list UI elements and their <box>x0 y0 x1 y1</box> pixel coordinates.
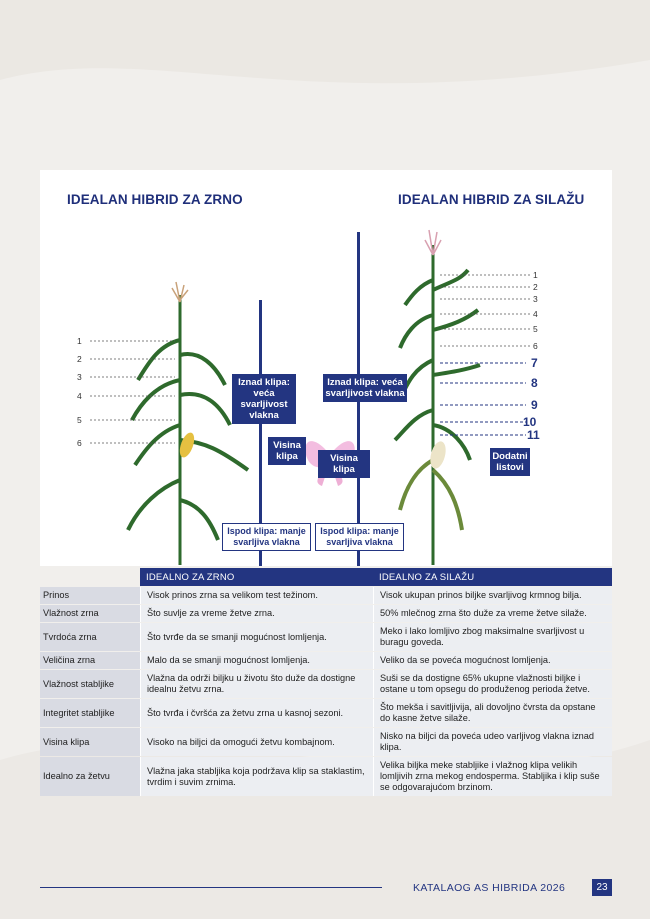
table-row <box>40 699 612 727</box>
left-tick-lines <box>90 341 175 443</box>
cell-zrno: Što tvrđa i čvršća za žetvu zrna u kasnoj sezoni. <box>140 699 373 727</box>
right-tick-1: 1 <box>533 270 538 280</box>
cell-zrno: Visoko na biljci da omogući žetvu kombajnom. <box>140 728 373 756</box>
footer-catalog-title: KATALAOG AS HIBRIDA 2026 <box>413 882 566 894</box>
right-tick-lines-big <box>440 363 526 435</box>
table-row <box>40 757 612 796</box>
right-tick-lines <box>440 275 530 346</box>
column-header-silaza: IDEALNO ZA SILAŽU <box>373 568 612 586</box>
table-row <box>40 728 612 756</box>
right-tick-4: 4 <box>533 309 538 319</box>
cell-silaza: Veliko da se poveća mogućnost lomljenja. <box>373 652 612 669</box>
label-ispod-klipa-right: Ispod klipa: manje svarljiva vlakna <box>315 523 404 551</box>
cell-silaza: 50% mlečnog zrna što duže za vreme žetve silaže. <box>373 605 612 622</box>
cell-zrno: Vlažna jaka stabljika koja podržava klip sa staklastim, tvrdim i suvim zrnima. <box>140 757 373 796</box>
cell-silaza: Nisko na biljci da poveća udeo varljivog vlakna iznad klipa. <box>373 728 612 756</box>
label-iznad-klipa-left: Iznad klipa: veća svarljivost vlakna <box>232 374 296 424</box>
right-tick-7: 7 <box>531 356 538 370</box>
left-tick-2: 2 <box>77 354 82 364</box>
table-row <box>40 670 612 698</box>
row-label: Veličina zrna <box>40 652 140 669</box>
cell-zrno: Malo da se smanji mogućnost lomljenja. <box>140 652 373 669</box>
row-label: Integritet stabljike <box>40 699 140 727</box>
label-visina-klipa-left: Visina klipa <box>268 437 306 465</box>
heading-grain-hybrid: IDEALAN HIBRID ZA ZRNO <box>67 192 243 207</box>
heading-silage-hybrid: IDEALAN HIBRID ZA SILAŽU <box>398 192 585 207</box>
row-label: Idealno za žetvu <box>40 757 140 796</box>
left-tick-6: 6 <box>77 438 82 448</box>
cell-silaza: Visok ukupan prinos biljke svarljivog krmnog bilja. <box>373 587 612 604</box>
left-tick-1: 1 <box>77 336 82 346</box>
row-label: Tvrdoća zrna <box>40 623 140 651</box>
right-tick-9: 9 <box>531 398 538 412</box>
left-tick-3: 3 <box>77 372 82 382</box>
right-tick-2: 2 <box>533 282 538 292</box>
right-tick-8: 8 <box>531 376 538 390</box>
cell-zrno: Vlažna da održi biljku u životu što duže da dostigne idealnu žetvu zrna. <box>140 670 373 698</box>
right-tick-11: 11 <box>527 428 540 442</box>
cell-silaza: Meko i lako lomljivo zbog maksimalne svarljivost u buragu goveda. <box>373 623 612 651</box>
cell-silaza: Velika biljka meke stabljike i vlažnog klipa velikih lomljivih zrna mekog endosperma. Stabljika i klip suše se odgovarajućom brzinom. <box>373 757 612 796</box>
right-tick-6: 6 <box>533 341 538 351</box>
right-tick-3: 3 <box>533 294 538 304</box>
footer-divider <box>40 887 382 888</box>
left-tick-5: 5 <box>77 415 82 425</box>
row-label: Visina klipa <box>40 728 140 756</box>
right-tick-10: 10 <box>523 415 537 429</box>
cell-zrno: Visok prinos zrna sa velikom test težinom. <box>140 587 373 604</box>
table-header-blank <box>40 568 140 586</box>
corn-plants-illustration <box>40 170 612 566</box>
table-row <box>40 605 612 622</box>
label-iznad-klipa-right: Iznad klipa: veća svarljivost vlakna <box>323 374 407 402</box>
table-row <box>40 652 612 669</box>
right-corn-plant <box>395 230 480 565</box>
table-row <box>40 623 612 651</box>
row-label: Vlažnost zrna <box>40 605 140 622</box>
cell-silaza: Što mekša i savitljivija, ali dovoljno čvrsta da opstane do kasne žetve silaže. <box>373 699 612 727</box>
table-header-row <box>40 568 612 586</box>
row-label: Vlažnost stabljike <box>40 670 140 698</box>
cell-zrno: Što tvrđe da se smanji mogućnost lomljenja. <box>140 623 373 651</box>
table-row <box>40 587 612 604</box>
column-header-zrno: IDEALNO ZA ZRNO <box>140 568 373 586</box>
right-tick-5: 5 <box>533 324 538 334</box>
label-visina-klipa-right: Visina klipa <box>318 450 370 478</box>
comparison-table <box>40 567 612 797</box>
left-tick-4: 4 <box>77 391 82 401</box>
cell-zrno: Što suvlje za vreme žetve zrna. <box>140 605 373 622</box>
row-label: Prinos <box>40 587 140 604</box>
label-dodatni-listovi: Dodatni listovi <box>490 448 530 476</box>
page-number: 23 <box>592 879 612 896</box>
cell-silaza: Suši se da dostigne 65% ukupne vlažnosti biljke i ostane u tom opsegu do produženog perioda žetve. <box>373 670 612 698</box>
label-ispod-klipa-left: Ispod klipa: manje svarljiva vlakna <box>222 523 311 551</box>
